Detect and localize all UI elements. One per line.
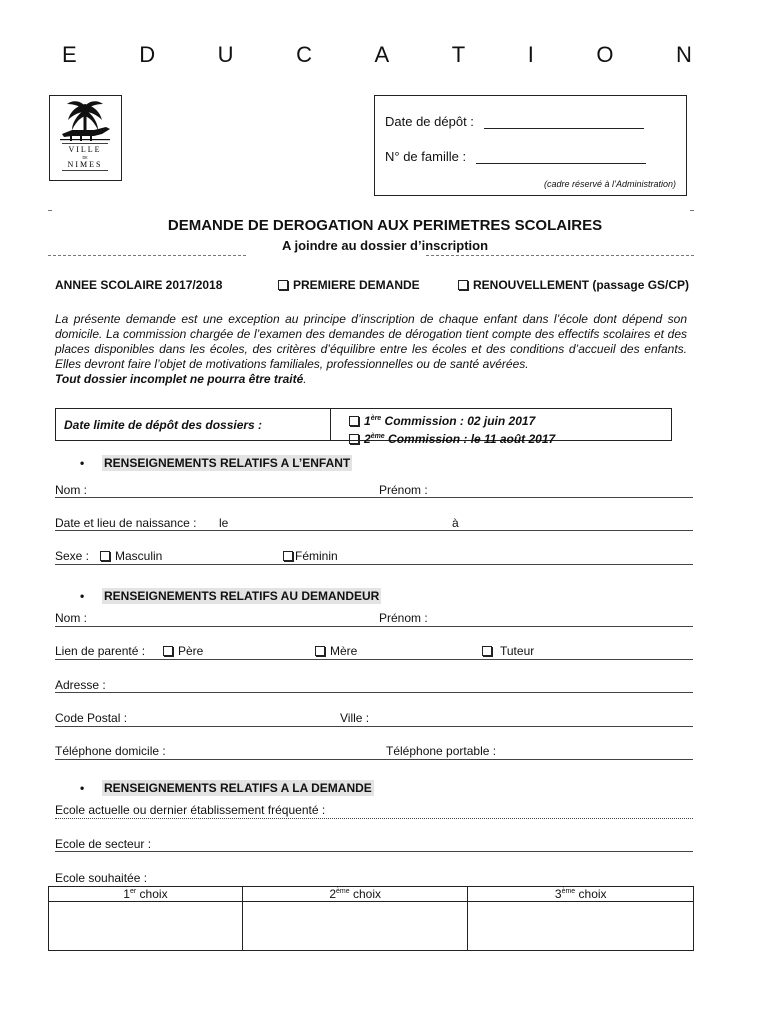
naissance-field[interactable]	[55, 530, 693, 531]
renouvellement-option[interactable]	[458, 278, 689, 292]
telephone-field[interactable]	[55, 759, 693, 760]
title-letter: U	[217, 42, 234, 67]
administration-box	[374, 95, 687, 196]
intro-text: La présente demande est une exception au principe d’inscription de chaque enfant dans l’école dont dépend son domicile. La commission chargée de l’examen des demandes de dérogation tient compte des effectifs scolaires et des places disponibles dans les écoles, des critères d’équilibre entre les écoles et des conditions d’accueil des enfants. Elles devront faire l’objet de motivations familiales, professionnelles ou de santé avérées.	[55, 312, 687, 371]
divider	[426, 255, 694, 256]
admin-note: (cadre réservé à l’Administration)	[543, 179, 676, 189]
section-heading-enfant: • RENSEIGNEMENTS RELATIFS A L’ENFANT	[80, 456, 351, 470]
code-postal-label: Code Postal :	[55, 711, 128, 725]
title-letter: T	[451, 42, 466, 67]
bullet-icon: •	[80, 456, 85, 470]
divider	[48, 210, 52, 211]
masculin-option[interactable]: Masculin	[100, 549, 162, 563]
sexe-label: Sexe :	[55, 549, 90, 563]
numero-famille-row	[385, 149, 646, 164]
commission-dates	[331, 409, 556, 446]
title-letter: N	[676, 42, 692, 67]
section-heading-demandeur: • RENSEIGNEMENTS RELATIFS AU DEMANDEUR	[80, 589, 380, 603]
deadline-box	[55, 408, 672, 446]
checkbox-icon[interactable]	[315, 646, 325, 656]
telephone-domicile-label: Téléphone domicile :	[55, 744, 166, 758]
checkbox-icon[interactable]	[458, 280, 468, 290]
choix-1-header: 1er choix	[49, 887, 243, 902]
enfant-nom-label: Nom :	[55, 483, 88, 497]
checkbox-icon[interactable]	[163, 646, 173, 656]
document-title: DEMANDE DE DEROGATION AUX PERIMETRES SCOLAIRES	[167, 217, 603, 234]
lien-parente-label: Lien de parenté :	[55, 644, 146, 658]
pere-option[interactable]: Père	[163, 644, 203, 658]
naissance-label: Date et lieu de naissance :	[55, 516, 197, 530]
ecole-secteur-label: Ecole de secteur :	[55, 837, 152, 851]
choix-2-header: 2ème choix	[242, 887, 468, 902]
enfant-prenom-label: Prénom :	[379, 483, 428, 497]
ville-de-nimes-logo	[49, 95, 122, 181]
code-postal-field[interactable]	[55, 726, 693, 727]
bullet-icon: •	[80, 781, 85, 795]
page-title	[62, 42, 692, 68]
enfant-nom-field[interactable]	[55, 497, 693, 498]
ecole-souhaitee-label: Ecole souhaitée :	[55, 871, 148, 885]
title-letter: A	[374, 42, 390, 67]
table-row	[49, 902, 694, 951]
ecole-secteur-field[interactable]	[55, 851, 693, 852]
title-letter: D	[139, 42, 156, 67]
naissance-le-label: le	[219, 516, 229, 530]
ville-label: Ville :	[340, 711, 370, 725]
choix-table	[48, 886, 694, 951]
checkbox-icon[interactable]	[349, 416, 359, 426]
checkbox-icon[interactable]	[283, 551, 293, 561]
adresse-field[interactable]	[55, 692, 693, 693]
checkbox-icon[interactable]	[349, 434, 359, 444]
choix-2-cell[interactable]	[242, 902, 468, 951]
divider	[690, 210, 694, 211]
svg-text:DE: DE	[82, 155, 88, 160]
adresse-label: Adresse :	[55, 678, 106, 692]
checkbox-icon[interactable]	[100, 551, 110, 561]
section-heading-demande: • RENSEIGNEMENTS RELATIFS A LA DEMANDE	[80, 781, 372, 795]
naissance-a-label: à	[452, 516, 459, 530]
date-depot-row	[385, 114, 644, 129]
deadline-label: Date limite de dépôt des dossiers :	[56, 409, 331, 440]
checkbox-icon[interactable]	[278, 280, 288, 290]
demandeur-nom-label: Nom :	[55, 611, 88, 625]
annee-scolaire: ANNEE SCOLAIRE 2017/2018	[55, 278, 223, 292]
checkbox-icon[interactable]	[482, 646, 492, 656]
demandeur-nom-field[interactable]	[55, 626, 693, 627]
title-letter: O	[596, 42, 614, 67]
svg-text:VILLE: VILLE	[68, 145, 102, 154]
commission-1-option[interactable]: 1ère Commission : 02 juin 2017	[349, 411, 555, 429]
premiere-demande-option[interactable]	[278, 278, 420, 292]
ecole-actuelle-label: Ecole actuelle ou dernier établissement fréquenté :	[55, 803, 326, 817]
choix-3-header: 3ème choix	[468, 887, 694, 902]
intro-paragraph: La présente demande est une exception au principe d’inscription de chaque enfant dans l’école dont dépend son domicile. La commission chargée de l’examen des demandes de dérogation tient compte des effectifs scolaires et des places disponibles dans les écoles, des critères d’équilibre entre les écoles et des conditions d’accueil des enfants. Elles devront faire l’objet de motivations familiales, professionnelles ou de santé avérées. Tout dossier incomplet ne pourra être traité.	[55, 312, 687, 386]
title-letter: I	[527, 42, 534, 67]
title-letter: E	[62, 42, 77, 67]
telephone-portable-label: Téléphone portable :	[386, 744, 497, 758]
numero-famille-field[interactable]	[476, 151, 646, 164]
mere-option[interactable]: Mère	[315, 644, 357, 658]
choix-1-cell[interactable]	[49, 902, 243, 951]
feminin-option[interactable]: Féminin	[283, 549, 338, 563]
title-letter: C	[296, 42, 312, 67]
premiere-demande-label: PREMIERE DEMANDE	[293, 278, 420, 292]
intro-warning: Tout dossier incomplet ne pourra être traité	[55, 372, 304, 386]
demandeur-prenom-label: Prénom :	[379, 611, 428, 625]
commission-2-option[interactable]: 2ème Commission : le 11 août 2017	[349, 429, 555, 447]
svg-text:NIMES: NIMES	[67, 160, 103, 169]
sexe-field	[55, 564, 693, 565]
date-depot-field[interactable]	[484, 116, 644, 129]
tuteur-option[interactable]: Tuteur	[482, 644, 534, 658]
numero-famille-label: N° de famille :	[385, 149, 467, 164]
table-header-row	[49, 887, 694, 902]
palm-crocodile-icon	[50, 96, 121, 180]
bullet-icon: •	[80, 589, 85, 603]
document-subtitle: A joindre au dossier d’inscription	[281, 238, 489, 253]
divider	[48, 255, 246, 256]
renouvellement-label: RENOUVELLEMENT (passage GS/CP)	[473, 278, 690, 292]
choix-3-cell[interactable]	[468, 902, 694, 951]
ecole-actuelle-field[interactable]	[55, 818, 693, 819]
date-depot-label: Date de dépôt :	[385, 114, 474, 129]
lien-parente-field	[55, 659, 693, 660]
